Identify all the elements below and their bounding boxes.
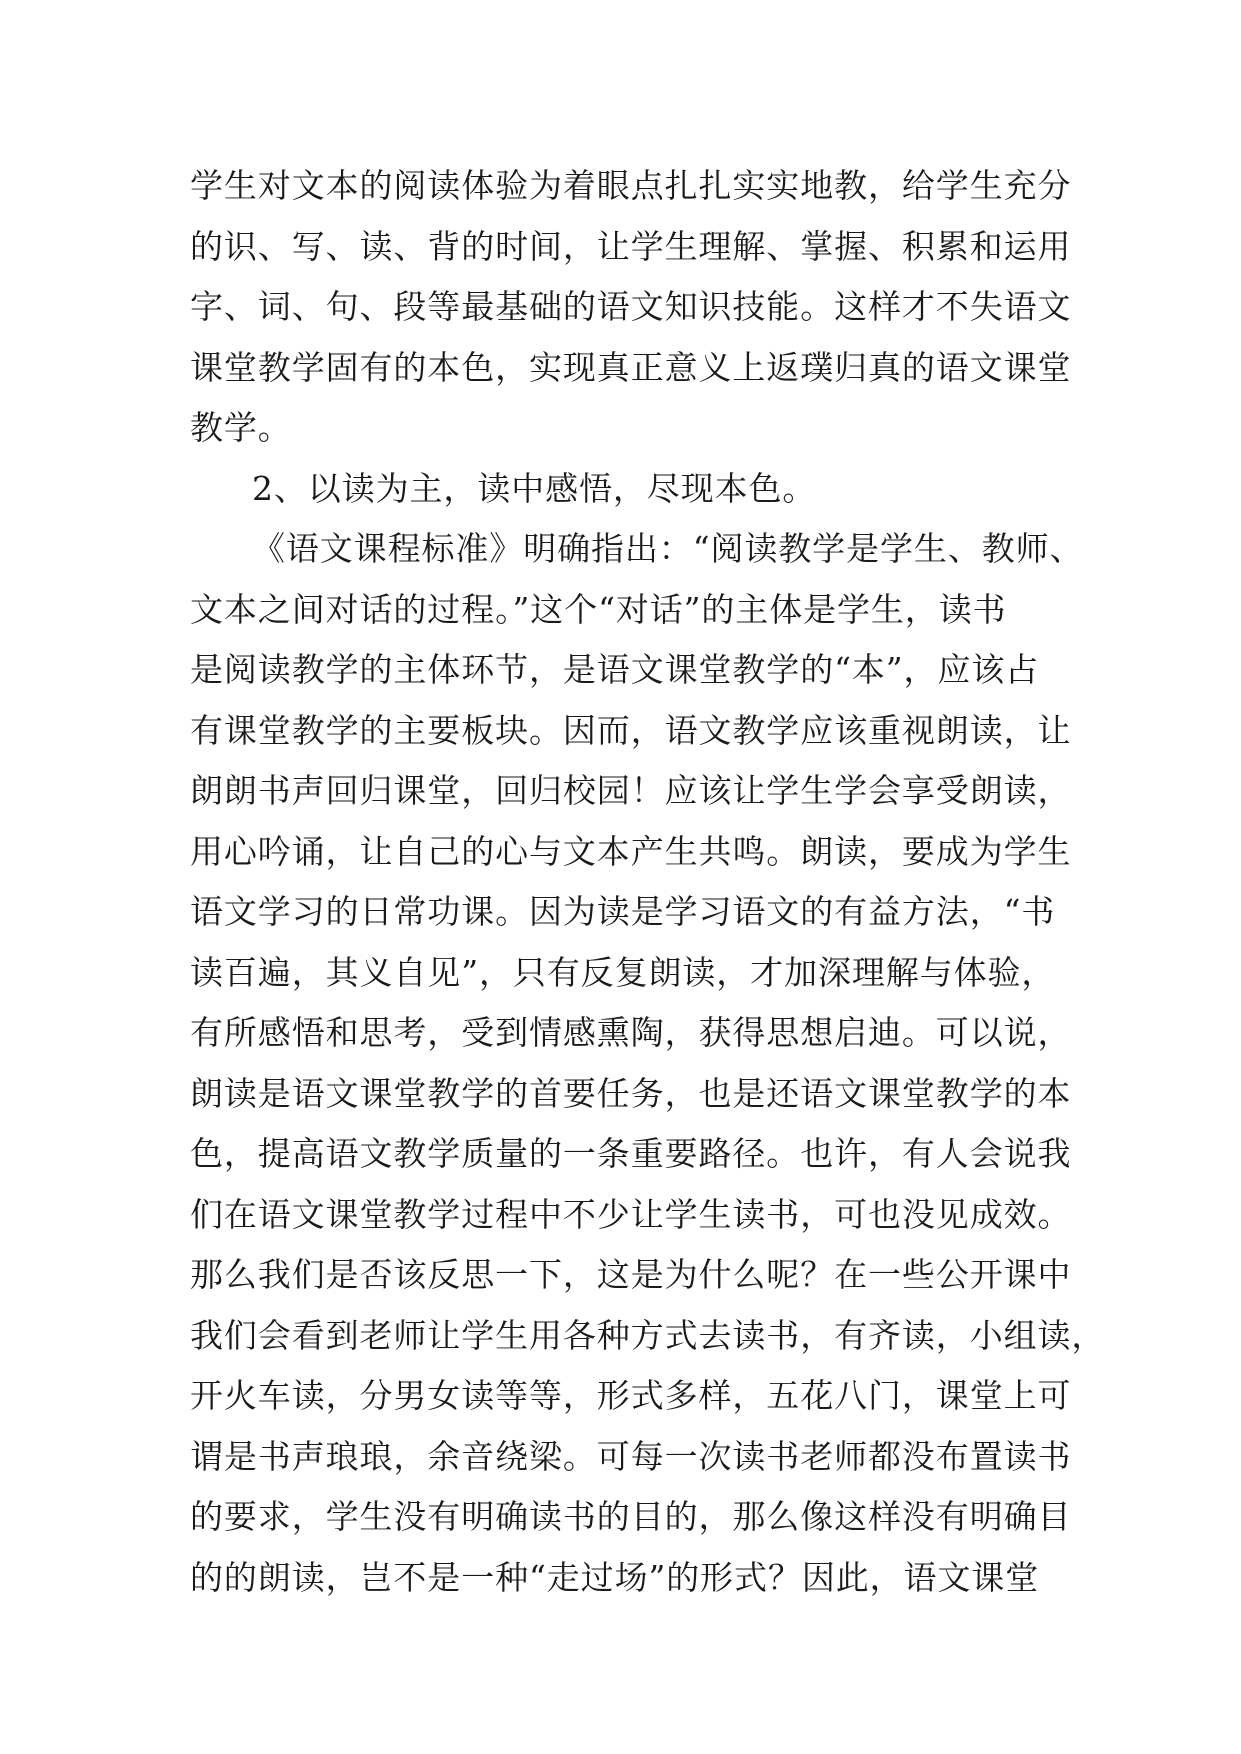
text-line: 那么我们是否该反思一下，这是为什么呢？在一些公开课中: [190, 1255, 1072, 1294]
text-line: 用心吟诵，让自己的心与文本产生共鸣。朗读，要成为学生: [190, 831, 1072, 871]
text-line: 的识、写、读、背的时间，让学生理解、掌握、积累和运用: [190, 226, 1072, 266]
text-line: 是阅读教学的主体环节，是语文课堂教学的“本”，应该占: [190, 650, 1040, 689]
section-heading: 2、以读为主，读中感悟，尽现本色。: [252, 468, 817, 508]
text-line: 语文学习的日常功课。因为读是学习语文的有益方法，“书: [190, 892, 1056, 931]
text-line: 谓是书声琅琅，余音绕梁。可每一次读书老师都没布置读书: [190, 1436, 1072, 1476]
text-line: 朗读是语文课堂教学的首要任务，也是还语文课堂教学的本: [190, 1073, 1072, 1113]
text-line: 字、词、句、段等最基础的语文知识技能。这样才不失语文: [190, 287, 1072, 326]
text-line: 色，提高语文教学质量的一条重要路径。也许，有人会说我: [190, 1134, 1072, 1173]
text-line: 文本之间对话的过程。”这个“对话”的主体是学生，读书: [190, 589, 1007, 629]
text-line: 学生对文本的阅读体验为着眼点扎扎实实地教，给学生充分: [190, 166, 1072, 205]
text-line: 课堂教学固有的本色，实现真正意义上返璞归真的语文课堂: [190, 347, 1072, 387]
body-text: [190, 156, 1106, 1608]
text-line: 读百遍，其义自见”，只有反复朗读，才加深理解与体验，: [190, 952, 1056, 992]
text-line: 我们会看到老师让学生用各种方式去读书，有齐读，小组读，: [190, 1315, 1106, 1355]
text-line: 的的朗读，岂不是一种“走过场”的形式？因此，语文课堂: [190, 1557, 1040, 1597]
text-line: 开火车读，分男女读等等，形式多样，五花八门，课堂上可: [190, 1376, 1072, 1415]
text-line: 《语文课程标准》明确指出：“阅读教学是学生、教师、: [252, 529, 1084, 568]
text-line: 教学。: [190, 408, 292, 447]
text-line: 们在语文课堂教学过程中不少让学生读书，可也没见成效。: [190, 1194, 1072, 1234]
text-line: 有所感悟和思考，受到情感熏陶，获得思想启迪。可以说，: [190, 1013, 1072, 1052]
text-line: 朗朗书声回归课堂，回归校园！应该让学生学会享受朗读，: [190, 771, 1072, 810]
text-line: 的要求，学生没有明确读书的目的，那么像这样没有明确目: [190, 1497, 1072, 1536]
text-line: 有课堂教学的主要板块。因而，语文教学应该重视朗读，让: [190, 710, 1072, 750]
